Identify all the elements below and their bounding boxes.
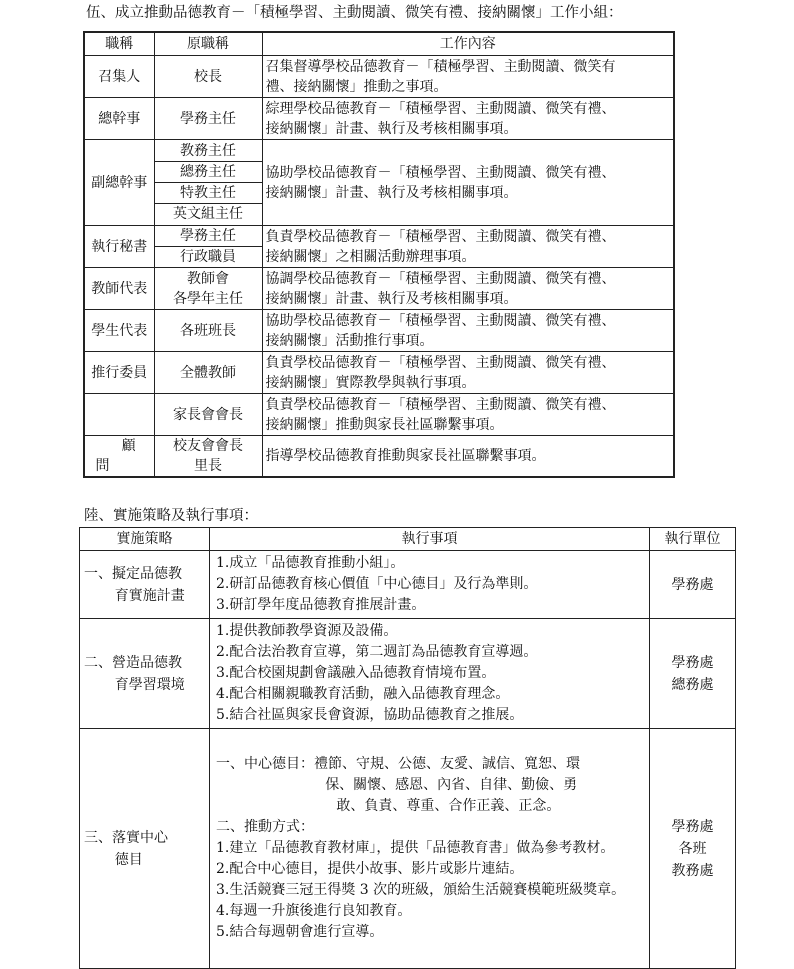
- orig-line: 特教主任: [155, 182, 262, 203]
- orig-cell: 全體教師: [154, 352, 262, 394]
- duty-cell: 指導學校品德教育推動與家長社區聯繫事項。: [262, 436, 674, 478]
- orig-line: 英文組主任: [155, 203, 262, 224]
- strategy-line: 育實施計畫: [114, 587, 185, 604]
- duty-line: 接納關懷」實際教學與執行事項。: [265, 374, 476, 391]
- strategy-table: [79, 527, 736, 969]
- strategy-line: 二、營造品德教: [84, 654, 182, 671]
- orig-cell: [154, 140, 262, 226]
- orig-line: 行政職員: [155, 246, 262, 267]
- table-row: [84, 436, 674, 478]
- duty-line: 協調學校品德教育－「積極學習、主動閱讀、微笑有禮、: [265, 270, 616, 287]
- strategy-cell: [80, 551, 210, 619]
- list-item: 2.配合法治教育宣導，第二週訂為品德教育宣導週。: [216, 644, 538, 660]
- orig-cell: [154, 226, 262, 268]
- list-item: 1.建立「品德教育教材庫」，提供「品德教育書」做為參考教材。: [216, 840, 615, 856]
- duty-cell: [262, 310, 674, 352]
- role-cell: [84, 394, 154, 436]
- work-group-table: [83, 31, 675, 478]
- role-cell: 總幹事: [84, 98, 154, 140]
- duty-cell: [262, 56, 674, 98]
- duty-line: 接納關懷」計畫、執行及考核相關事項。: [265, 184, 518, 201]
- header-strategy: 實施策略: [80, 528, 210, 551]
- duty-line: 禮、接納關懷」推動之事項。: [265, 78, 448, 95]
- duty-line: 接納關懷」計畫、執行及考核相關事項。: [265, 120, 518, 137]
- orig-line: 學務主任: [180, 228, 236, 244]
- table-row: [84, 394, 674, 436]
- strategy-line: 三、落實中心: [84, 829, 168, 846]
- list-item: 5.結合社區與家長會資源，協助品德教育之推展。: [216, 707, 524, 723]
- duty-line: 接納關懷」計畫、執行及考核相關事項。: [265, 290, 518, 307]
- role-cell: 執行秘書: [84, 226, 154, 268]
- items-cell: [210, 619, 650, 729]
- list-item: 1.提供教師教學資源及設備。: [216, 623, 398, 639]
- section5-title: 伍、成立推動品德教育－「積極學習、主動閱讀、微笑有禮、接納關懷」工作小組：: [86, 5, 623, 21]
- list-item: 2.研訂品德教育核心價值「中心德目」及行為準則。: [216, 576, 538, 592]
- orig-cell: 各班班長: [154, 310, 262, 352]
- list-item: 1.成立「品德教育推動小組」。: [216, 555, 405, 571]
- unit-line: 學務處: [671, 654, 714, 671]
- duty-line: 接納關懷」活動推行事項。: [265, 332, 434, 349]
- duty-cell: [262, 268, 674, 310]
- items-cell: [210, 729, 650, 969]
- list-item: 4.配合相關親職教育活動，融入品德教育理念。: [216, 686, 510, 702]
- table-row: [84, 310, 674, 352]
- role-cell: 推行委員: [84, 352, 154, 394]
- table-header-row: [80, 528, 736, 551]
- role-cell: 召集人: [84, 56, 154, 98]
- table-row: [84, 98, 674, 140]
- list-item: 3.生活競賽三冠王得獎 3 次的班級，頒給生活競賽模範班級獎章。: [216, 882, 626, 898]
- table-header-row: [84, 32, 674, 56]
- items-cell: [210, 551, 650, 619]
- orig-line: 各學年主任: [173, 290, 243, 307]
- unit-cell: [650, 551, 736, 619]
- orig-line: 里長: [194, 458, 222, 474]
- duty-cell: [262, 140, 674, 226]
- table-row: [80, 729, 736, 969]
- virtue-line: 保、關懷、感恩、內省、自律、勤儉、勇: [325, 777, 578, 793]
- unit-line: 教務處: [671, 862, 714, 879]
- duty-line: 接納關懷」之相關活動辦理事項。: [265, 248, 476, 265]
- unit-line: 學務處: [671, 818, 714, 835]
- table-row: [84, 268, 674, 310]
- virtue-line: 敢、負責、尊重、合作正義、正念。: [336, 798, 561, 814]
- unit-line: 總務處: [671, 676, 714, 693]
- header-duty: 工作內容: [262, 32, 674, 56]
- role-text: 顧問: [95, 438, 170, 474]
- strategy-cell: [80, 729, 210, 969]
- unit-cell: [650, 619, 736, 729]
- strategy-line: 育學習環境: [114, 676, 185, 693]
- orig-line: 校友會會長: [173, 438, 243, 454]
- table-row: [84, 226, 674, 268]
- orig-cell: 學務主任: [154, 98, 262, 140]
- orig-cell: 校長: [154, 56, 262, 98]
- duty-cell: [262, 352, 674, 394]
- duty-line: 負責學校品德教育－「積極學習、主動閱讀、微笑有禮、: [265, 396, 616, 413]
- role-cell: 學生代表: [84, 310, 154, 352]
- role-cell: [84, 436, 170, 478]
- table-row: [84, 140, 674, 226]
- duty-line: 綜理學校品德教育－「積極學習、主動閱讀、微笑有禮、: [265, 100, 616, 117]
- virtue-line: 一、中心德目：禮節、守規、公德、友愛、誠信、寬恕、環: [216, 756, 580, 772]
- table-row: [84, 56, 674, 98]
- section6-title: 陸、實施策略及執行事項：: [84, 508, 258, 524]
- table-row: [84, 352, 674, 394]
- header-role: 職稱: [84, 32, 154, 56]
- strategy-cell: [80, 619, 210, 729]
- unit-line: 學務處: [671, 576, 714, 593]
- header-items: 執行事項: [210, 528, 650, 551]
- duty-line: 負責學校品德教育－「積極學習、主動閱讀、微笑有禮、: [265, 354, 616, 371]
- list-item: 3.研訂學年度品德教育推展計畫。: [216, 597, 426, 613]
- duty-line: 召集督導學校品德教育－「積極學習、主動閱讀、微笑有: [265, 58, 616, 75]
- list-item: 4.每週一升旗後進行良知教育。: [216, 903, 412, 919]
- orig-line: 教師會: [187, 270, 229, 287]
- strategy-line: 一、擬定品德教: [84, 565, 182, 582]
- strategy-line: 德目: [114, 851, 143, 868]
- list-item: 5.結合每週朝會進行宣導。: [216, 924, 384, 940]
- orig-cell: [154, 436, 262, 478]
- duty-cell: [262, 226, 674, 268]
- orig-cell: 家長會會長: [154, 394, 262, 436]
- duty-line: 協助學校品德教育－「積極學習、主動閱讀、微笑有禮、: [265, 164, 616, 181]
- list-item: 3.配合校園規劃會議融入品德教育情境布置。: [216, 665, 496, 681]
- table-row: [80, 551, 736, 619]
- header-original-title: 原職稱: [154, 32, 262, 56]
- role-cell: 教師代表: [84, 268, 154, 310]
- method-title: 二、推動方式：: [216, 819, 314, 835]
- unit-line: 各班: [678, 840, 707, 857]
- orig-line: 教務主任: [180, 143, 236, 159]
- header-unit: 執行單位: [650, 528, 736, 551]
- list-item: 2.配合中心德目，提供小故事、影片或影片連結。: [216, 861, 524, 877]
- table-row: [80, 619, 736, 729]
- duty-cell: [262, 394, 674, 436]
- orig-line: 總務主任: [155, 161, 262, 182]
- duty-line: 協助學校品德教育－「積極學習、主動閱讀、微笑有禮、: [265, 312, 616, 329]
- unit-cell: [650, 729, 736, 969]
- duty-line: 負責學校品德教育－「積極學習、主動閱讀、微笑有禮、: [265, 228, 616, 245]
- duty-cell: [262, 98, 674, 140]
- role-cell: 副總幹事: [84, 140, 154, 226]
- orig-cell: [154, 268, 262, 310]
- duty-line: 接納關懷」推動與家長社區聯繫事項。: [265, 416, 504, 433]
